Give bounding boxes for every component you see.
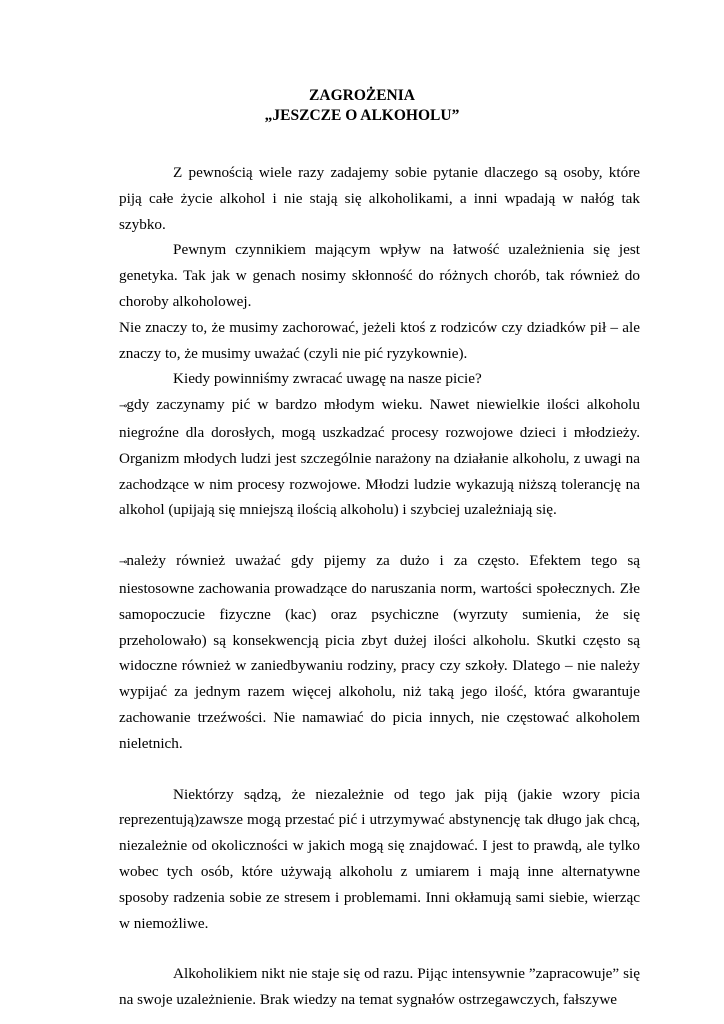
bullet-paragraph-2 xyxy=(119,548,640,756)
paragraph-1: Z pewnością wiele razy zadajemy sobie pytanie dlaczego są osoby, które piją całe życie alkohol i nie stają się alkoholikami, a inni wpadają w nałóg tak szybko. xyxy=(119,164,640,233)
title-line-2: „JESZCZE O ALKOHOLU” xyxy=(264,107,460,124)
paragraph-question: Kiedy powinniśmy zwracać uwagę na nasze picie? xyxy=(173,370,482,388)
bullet-text-1: gdy zaczynamy pić w bardzo młodym wieku. Nawet niewielkie ilości alkoholu niegroźne dla dorosłych, mogą uszkadzać procesy rozwojowe dzieci i młodzieży. Organizm młodych ludzi jest szczególnie narażony na działanie alkoholu, z uwagi na zachodzące w nim procesy rozwojowe. Młodzi ludzie wykazują niższą tolerancję na alkohol (upijają się mniejszą ilością alkoholu) i szybciej uzależniają się. xyxy=(119,396,640,519)
paragraph-3: Nie znaczy to, że musimy zachorować, jeżeli ktoś z rodziców czy dziadków pił – ale znaczy to, że musimy uważać (czyli nie pić ryzykownie). xyxy=(119,318,640,362)
bullet-paragraph-1 xyxy=(119,392,640,523)
paragraph-7: Niektórzy sądzą, że niezależnie od tego jak piją (jakie wzory picia reprezentują)zawsze mogą przestać pić i utrzymywać abstynencję tak długo jak chcą, niezależnie od okoliczności w jakich mogą się znajdować. I jest to prawdą, ale tylko wobec tych osób, które używają alkoholu z umiarem i mają inne alternatywne sposoby radzenia sobie ze stresem i problemami. Inni okłamują sami siebie, wierząc w niemożliwe. xyxy=(119,785,640,932)
title-line-1: ZAGROŻENIA xyxy=(309,87,415,104)
bullet-text-2: należy również uważać gdy pijemy za dużo i za często. Efektem tego są niestosowne zachowania prowadzące do naruszania norm, wartości społecznych. Złe samopoczucie fizyczne (kac) oraz psychiczne (wyrzuty sumienia, że się przeholowało) są konsekwencją picia zbyt dużej ilości alkoholu. Skutki często są widoczne również w zaniedbywaniu rodziny, pracy czy szkoły. Dlatego – nie należy wypijać za jednym razem więcej alkoholu, niż taką jego ilość, która gwarantuje zachowanie trzeźwości. Nie namawiać do picia innych, nie częstować alkoholem nieletnich. xyxy=(119,552,640,752)
document-body xyxy=(119,160,640,1013)
document-title xyxy=(0,86,724,126)
bullet-marker-icon: ⊸ xyxy=(119,401,127,413)
bullet-marker-icon: ⊸ xyxy=(119,557,127,569)
paragraph-8: Alkoholikiem nikt nie staje się od razu. Pijąc intensywnie ”zapracowuje” się na swoje uzależnienie. Brak wiedzy na temat sygnałów ostrzegawczych, fałszywe xyxy=(119,965,640,1009)
paragraph-2: Pewnym czynnikiem mającym wpływ na łatwość uzależnienia się jest genetyka. Tak jak w genach nosimy skłonność do różnych chorób, tak również do choroby alkoholowej. xyxy=(119,241,640,310)
